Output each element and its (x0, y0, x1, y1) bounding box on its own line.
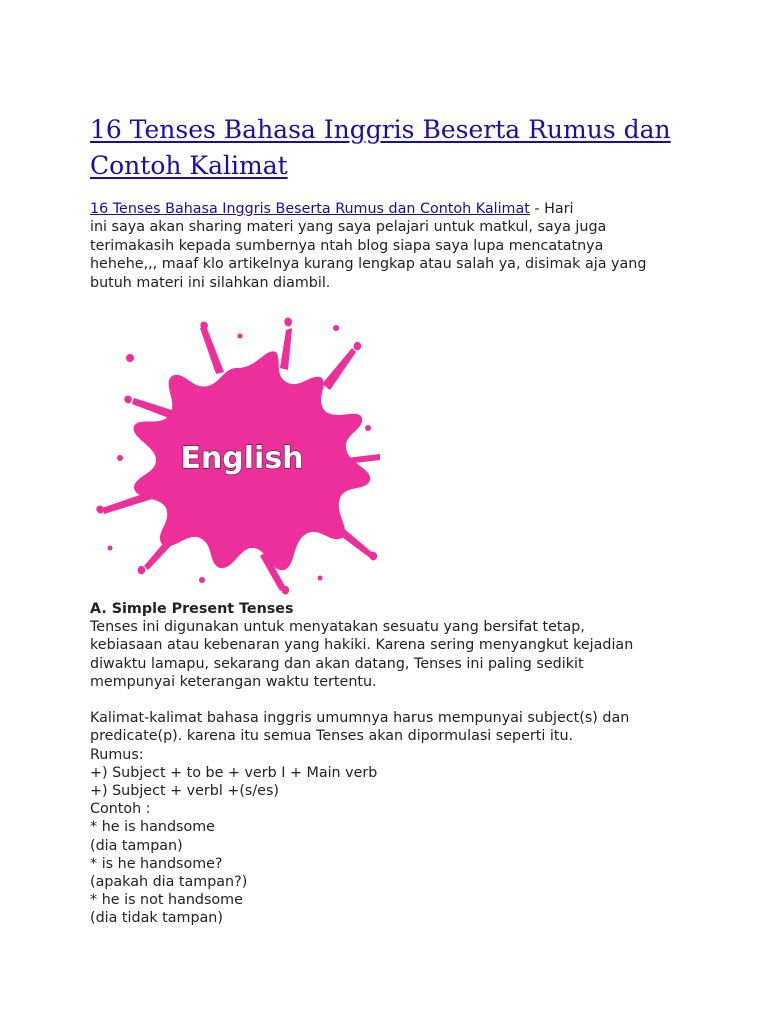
intro-text-line-4: hehehe,,, maaf klo artikelnya kurang lengkap atau salah ya, disimak aja yang (90, 256, 647, 273)
intro-text-line-2: ini saya akan sharing materi yang saya pelajari untuk matkul, saya juga (90, 219, 607, 236)
paragraph-line: predicate(p). karena itu semua Tenses akan dipormulasi seperti itu. (90, 728, 574, 745)
example-translation: (dia tidak tampan) (90, 910, 223, 927)
example-line: * he is not handsome (90, 892, 243, 909)
example-translation: (apakah dia tampan?) (90, 874, 248, 891)
example-line: * is he handsome? (90, 855, 223, 872)
formula-line: +) Subject + verbl +(s/es) (90, 783, 279, 800)
example-label: Contoh : (90, 801, 151, 818)
paragraph-spacer (90, 691, 690, 709)
intro-text-line-1: - Hari (529, 201, 574, 217)
paragraph-line: kebiasaan atau kebenaran yang hakiki. Karena sering menyangkut kejadian (90, 637, 634, 654)
section-heading: A. Simple Present Tenses (90, 601, 294, 617)
paint-splash-icon (90, 308, 386, 596)
english-splash-image (90, 308, 386, 596)
article-title (90, 112, 700, 184)
intro-text-line-3: terimakasih kepada sumbernya ntah blog siapa saya lupa mencatatnya (90, 237, 604, 254)
paragraph-line: mempunyai keterangan waktu tertentu. (90, 673, 377, 690)
section-simple-present (90, 600, 690, 928)
paragraph-line: Tenses ini digunakan untuk menyatakan sesuatu yang bersifat tetap, (90, 619, 585, 636)
formula-label: Rumus: (90, 746, 144, 763)
intro-text-line-5: butuh materi ini silahkan diambil. (90, 274, 331, 291)
paragraph-line: Kalimat-kalimat bahasa inggris umumnya harus mempunyai subject(s) dan (90, 710, 630, 727)
example-translation: (dia tampan) (90, 837, 183, 854)
splash-label: English (180, 441, 304, 476)
article-title-link[interactable]: 16 Tenses Bahasa Inggris Beserta Rumus dan Contoh Kalimat (90, 115, 671, 180)
intro-paragraph (90, 200, 690, 292)
formula-line: +) Subject + to be + verb I + Main verb (90, 764, 378, 781)
paragraph-line: diwaktu lamapu, sekarang dan akan datang, Tenses ini paling sedikit (90, 655, 584, 672)
example-line: * he is handsome (90, 819, 215, 836)
intro-link[interactable]: 16 Tenses Bahasa Inggris Beserta Rumus dan Contoh Kalimat (90, 201, 530, 217)
